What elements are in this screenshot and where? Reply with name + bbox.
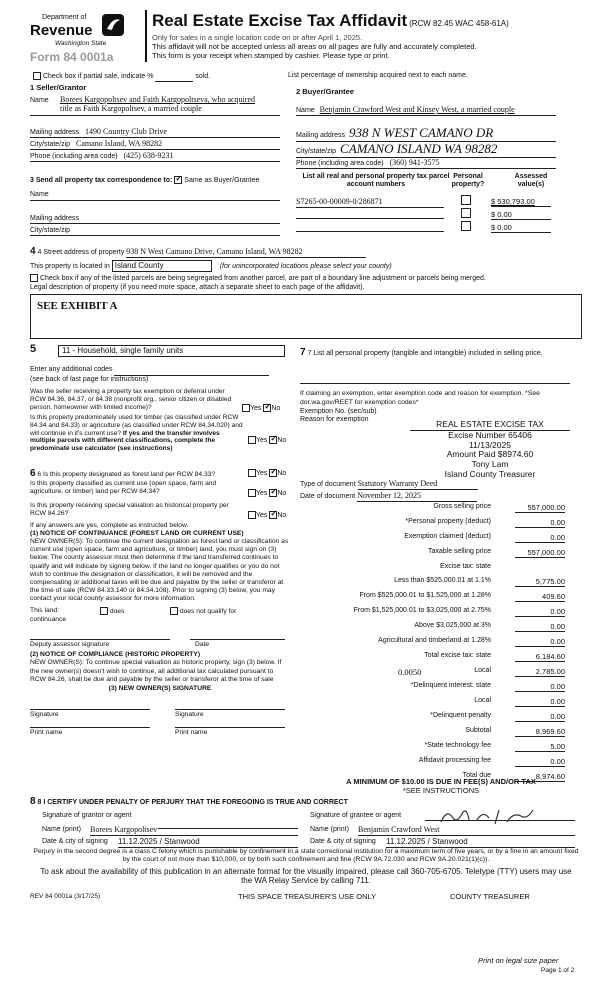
buyer-mailing-row[interactable] (296, 125, 556, 142)
no-label: No (277, 489, 287, 497)
tax-label: Agricultural and timberland at 1.28% (378, 637, 491, 644)
tax-label: Local (474, 667, 491, 674)
timber-question: Is this property predominately used for timber (as classified under RCW 84.34 and 84.33) or agriculture (as classified under RCW 84.34.020) and will continue in it's current use? (30, 413, 243, 437)
seller-mailing-row[interactable] (30, 127, 280, 138)
if-yes-note: If any answers are yes, complete as instructed below. (30, 522, 189, 529)
reason-label: Reason for exemption (300, 416, 369, 424)
personal-property-line[interactable] (300, 375, 570, 384)
assessed-value[interactable]: $ 530,793.00 (491, 197, 551, 207)
seller-phone-row[interactable] (30, 151, 280, 162)
tax-label: Excise tax: state (440, 563, 491, 570)
buyer-phone-label: Phone (including area code) (296, 160, 384, 167)
date-of-document-value[interactable]: November 12, 2025 (357, 491, 477, 502)
form-citation: (RCW 82.45 WAC 458-61A) (409, 19, 509, 28)
county-treasurer-label: COUNTY TREASURER (450, 892, 530, 901)
parcel-number[interactable] (296, 223, 444, 232)
exemption-note: If claiming an exemption, enter exemption code and reason for exemption. *See dor.wa.gov/REET for exemption codes* (300, 390, 540, 406)
tax-row (300, 548, 582, 560)
tax-value[interactable]: 0.00 (515, 622, 565, 632)
yes-label: Yes (256, 436, 268, 444)
stamp-line2: Excise Number 65406 (448, 429, 532, 440)
q6-3-yes-checkbox[interactable] (248, 511, 256, 519)
q6-2-yes-checkbox[interactable] (248, 489, 256, 497)
tax-value[interactable]: 8,974.60 (515, 772, 565, 782)
timber-instruction: If yes and the transfer involves multiple parcels with different classifications, complete the predominate use calculator (see instructions) (30, 429, 220, 453)
stamp-line5: Tony Lam (471, 459, 509, 470)
parcel-number[interactable]: S7265-00-00009-0/286871 (296, 197, 444, 208)
tax-label: Taxable selling price (427, 548, 491, 555)
owner1-signature-line[interactable] (30, 701, 150, 710)
yes-label: Yes (250, 404, 262, 412)
tax-value[interactable]: 0.00 (515, 757, 565, 767)
notice-continuance-heading: (1) NOTICE OF CONTINUANCE (FOREST LAND OR CURRENT USE) (30, 530, 244, 538)
owner1-print-label: Print name (30, 729, 63, 737)
exemption-deferral-question: Was the seller receiving a property tax exemption or deferral under RCW 84.36, 84.37, or 84.38 (nonprofit org., senior citizen or disabled person, homeowner with limited income)? (30, 387, 232, 411)
buyer-city-row[interactable] (296, 141, 556, 158)
personal-property-checkbox[interactable] (461, 208, 471, 218)
owner2-print-line[interactable] (175, 719, 285, 728)
historic-question: Is this property receiving special valuation as historical property per RCW 84.26? (30, 502, 229, 518)
buyer-mailing-value: 938 N WEST CAMANO DR (348, 125, 494, 140)
partial-percent-field[interactable] (155, 73, 193, 82)
forest-land-question: 6 Is this property designated as forest land per RCW 84.33? (37, 471, 216, 478)
header-note1: Only for sales in a single location code on or after April 1, 2025. (152, 33, 363, 43)
owner1-signature-label: Signature (30, 711, 59, 719)
page-number: Page 1 of 2 (541, 967, 575, 974)
partial-sale-checkbox[interactable] (33, 72, 41, 80)
correspondence-city-label: City/state/zip (30, 227, 71, 235)
buyer-mailing-label: Mailing address (296, 132, 346, 139)
tax-value[interactable]: 5,775.00 (515, 577, 565, 587)
section-5-number: 5 (30, 343, 37, 355)
agency-name: Revenue (30, 22, 93, 39)
correspondence-name-label: Name (30, 191, 49, 199)
seller-city-label: City/state/zip (30, 141, 71, 148)
parcel-col-header-number: List all real and personal property tax parcel account numbers (302, 173, 450, 189)
seller-city-row[interactable] (30, 139, 280, 150)
exemption-no-label: Exemption No. (sec/sub) (300, 407, 377, 415)
treasurer-use-label: THIS SPACE TREASURER'S USE ONLY (238, 892, 377, 901)
tax-row (300, 577, 582, 589)
grantee-name-label: Name (print) (310, 826, 349, 833)
treasurer-stamp (410, 420, 570, 480)
no-label: No (277, 511, 287, 519)
tax-value[interactable]: 409.60 (515, 592, 565, 602)
tax-label: From $525,000.01 to $1,525,000 at 1.28% (359, 592, 491, 599)
owner2-signature-label: Signature (175, 711, 204, 719)
tax-label: *Delinquent penalty (430, 712, 491, 719)
owner2-print-label: Print name (175, 729, 208, 737)
buyer-phone-value: (360) 941-3575 (389, 158, 440, 167)
tax-label: Affidavit processing fee (418, 757, 491, 764)
deputy-date-label: Date (195, 641, 210, 649)
see-back-note: (see back of last page for instructions) (30, 375, 149, 383)
street-value[interactable]: 938 N West Camano Drive, Camano Island, WA 98282 (126, 247, 366, 258)
stamp-line4: Amount Paid $8974.60 (446, 449, 534, 460)
section-6: 6 6 Is this property designated as forest land per RCW 84.33? Yes ✓ No Is this property classified as current use (open space, farm and agriculture, or timber) land per RCW 84.34? Yes ✓ No Is this property receiving special valuation as historical property per RCW 84.26? Yes ✓ No If any answers are yes, complete as instructed below. (1) NOTICE OF CONTINUANCE (FOREST LAND OR CURRENT USE) NEW OWNER(S): To continue the current designation as forest land or classification as current use (open space, farm and agriculture, or timber) land, you must sign on (3) below. The county assessor must then determine if the land transferred continues to qualify and will indicate by signing below. If the land no longer qualifies or you do not wish to continue the designation or classification, it will be removed and the compensating or additional taxes will be due and payable by the seller or transferor at the time of sale (RCW 84.33.140 or 84.34.108). Prior to signing (3) below, you may contact your local county assessor for more information. This land: does does not qualify for continuance Deputy assessor signature Date (2) NOTICE OF COMPLIANCE (HISTORIC PROPERTY) NEW OWNER(S): To continue special valuation as historic property, sign (3) below. If the new owner(s) doesn't wish to continue, all additional tax calculated pursuant to RCW 84.26, shall be due and payable by the seller or transferor at the time of sale (3) NEW OWNER(S) SIGNATURE Signature Signature Print name Print name (30, 468, 290, 737)
no-label: No (277, 469, 287, 477)
buyer-phone-row[interactable] (296, 158, 556, 169)
tax-row (300, 607, 582, 619)
does-not-checkbox[interactable] (170, 607, 178, 615)
q2-yes-checkbox[interactable] (248, 436, 256, 444)
seller-name-label: Name (30, 97, 49, 104)
tax-row (300, 652, 582, 664)
tax-value[interactable]: 0.00 (515, 533, 565, 543)
buyer-heading: 2 Buyer/Grantee (296, 87, 354, 96)
same-as-buyer-label: Same as Buyer/Grantee (184, 176, 260, 184)
tax-row (300, 682, 582, 694)
tax-value[interactable]: 5.00 (515, 742, 565, 752)
q2-no-checkbox[interactable] (269, 436, 277, 444)
correspondence-city-row[interactable] (30, 227, 280, 236)
header-divider (145, 10, 147, 62)
wa-logo-icon (102, 14, 124, 36)
personal-property-heading: 7 List all personal property (tangible and intangible) included in selling price. (307, 350, 543, 357)
grantor-name-value[interactable]: Borees Kargopoltsev (90, 825, 298, 836)
header-note3: This form is your receipt when stamped by cashier. Please type or print. (152, 51, 390, 61)
rev-number: REV 84 0001a (3/17/25) (30, 893, 101, 900)
tax-label: Less than $525,000.01 at 1.1% (394, 577, 491, 584)
current-use-question: Is this property classified as current use (open space, farm and agriculture, or timber) land per RCW 84.34? (30, 480, 217, 496)
parcel-col-header-personal: Personal property? (451, 173, 485, 189)
grantee-date-label: Date & city of signing (310, 838, 376, 845)
assessed-value[interactable]: $ 0.00 (491, 223, 551, 233)
tax-row (300, 637, 582, 649)
county-note: (for unincorporated locations please select your county) (219, 263, 392, 270)
section-7: 7 7 List all personal property (tangible and intangible) included in selling price. If claiming an exemption, enter exemption code and reason for exemption. *See dor.wa.gov/REET for exemption codes* Exemption No. (sec/sub) Reason for exemption (300, 347, 582, 424)
alt-format-note: To ask about the availability of this publication in an alternate format for the visually impaired, please call 360-705-6705. Teletype (TTY) users may use the WA Relay Service by calling 711. (40, 867, 572, 886)
additional-codes-label: Enter any additional codes (30, 366, 113, 374)
deputy-date-line[interactable] (190, 631, 285, 640)
tax-value[interactable]: 0.00 (515, 712, 565, 722)
buyer-city-label: City/state/zip (296, 148, 337, 155)
buyer-name-label: Name (296, 107, 315, 114)
owner2-signature-line[interactable] (175, 701, 285, 710)
land-use-code-select[interactable]: 11 - Household, single family units (58, 345, 285, 357)
buyer-name-row[interactable] (296, 105, 556, 116)
personal-property-checkbox[interactable] (461, 195, 471, 205)
section-8: 8 8 I CERTIFY UNDER PENALTY OF PERJURY THAT THE FOREGOING IS TRUE AND CORRECT Signature of grantor or agent Signature of grantee or agent Name (print) Borees Kargopoltsev Name (print) Benjamin Crawford West Date & city of signing 11.12.2025 / Stanwood Date & city of signing 11.12.2025 / Stanwood (30, 796, 582, 856)
tax-label: *State technology fee (424, 742, 491, 749)
tax-row (300, 742, 582, 754)
tax-label: Total due (462, 772, 491, 779)
buyer-name-value: Benjamin Crawford West and Kinsey West, a married couple (319, 105, 515, 114)
personal-property-checkbox[interactable] (461, 221, 471, 231)
ownership-note: List percentage of ownership acquired next to each name. (288, 72, 468, 79)
correspondence-section (30, 176, 285, 236)
legal-size-note: Print on legal size paper (478, 956, 559, 965)
buyer-section (296, 87, 581, 177)
form-title: Real Estate Excise Tax Affidavit (152, 11, 408, 30)
legal-description-box[interactable] (30, 294, 582, 339)
perjury-note: Perjury in the second degree is a class C felony which is punishable by confinement in a state correctional institution for a maximum term of five years, or by a fine in an amount fixed by the court of not more than $10,000, or by both such confinement and fine (RCW 9A.72.030 and RCW 9A.20.021(1)(c)). (33, 848, 579, 864)
located-label: This property is located in (30, 263, 110, 270)
legal-label: Legal description of property (if you need more space, attach a separate sheet to each page of the affidavit). (30, 283, 365, 291)
same-as-buyer-checkbox[interactable] (174, 176, 182, 184)
tax-table (300, 503, 582, 795)
sig-grantee-line[interactable] (425, 820, 575, 821)
tax-row (300, 697, 582, 709)
tax-row (300, 622, 582, 634)
partial-sale-row (33, 72, 210, 82)
does-not-label: does not qualify for (179, 608, 237, 616)
date-of-document-row (300, 491, 477, 502)
q1-no-checkbox[interactable] (263, 404, 271, 412)
tax-value[interactable]: 557,000.00 (515, 548, 565, 558)
q6-2-no-checkbox[interactable] (269, 489, 277, 497)
continuance-label: continuance (30, 616, 67, 624)
stamp-line6: Island County Treasurer (444, 468, 536, 479)
does-checkbox[interactable] (100, 607, 108, 615)
see-instructions-note: *SEE INSTRUCTIONS (402, 786, 480, 795)
seller-phone-label: Phone (including area code) (30, 153, 118, 160)
legal-description-value: SEE EXHIBIT A (37, 300, 118, 313)
seller-name-line2[interactable]: title as Faith Kargopoltsev, a married couple (60, 104, 202, 113)
tax-label: Subtotal (465, 727, 491, 734)
sig-grantor-label: Signature of grantor or agent (42, 812, 132, 819)
street-label: 4 Street address of property (37, 249, 125, 256)
tax-label: From $1,525,000.01 to $3,025,000 at 2.75% (353, 607, 491, 614)
deputy-signature-line[interactable] (30, 631, 170, 640)
date-of-document-label: Date of document (300, 493, 356, 500)
parcel-number[interactable] (296, 210, 444, 219)
section-5 (30, 343, 290, 453)
q6-1-no-checkbox[interactable] (269, 469, 277, 477)
tax-value[interactable]: 0.00 (515, 607, 565, 617)
seller-name-line1[interactable]: Borees Kargopoltsev and Faith Kargopoltseva, who acquired (60, 95, 255, 104)
yes-label: Yes (256, 469, 268, 477)
stamp-line1: REAL ESTATE EXCISE TAX (410, 420, 570, 431)
agency-line1: Department of (42, 14, 87, 21)
tax-row (300, 667, 582, 679)
correspondence-mailing-row[interactable] (30, 215, 280, 224)
tax-value[interactable]: 0.00 (515, 637, 565, 647)
seller-name-rule (30, 115, 280, 116)
tax-row (300, 503, 582, 515)
notice-continuance-body: NEW OWNER(S): To continue the current designation as forest land or classification as current use (open space, farm and agriculture, or timber) land, you must sign on (3) below. The county assessor must then determine if the land transferred continues to qualify and will indicate by signing below. If the land no longer qualifies or you do not wish to continue the designation or classification, it will be removed and the compensating or additional taxes will be due and payable by the seller or transferor at the time of sale (RCW 84.33.140 or 84.34.108). Prior to signing (3) below, you may contact your local county assessor for more information. (30, 538, 289, 603)
type-of-document-label: Type of document (300, 481, 356, 488)
revenue-logo (30, 12, 135, 67)
tax-value[interactable]: 557,000.00 (515, 503, 565, 513)
tax-value[interactable]: 2,785.00 (515, 667, 565, 677)
grantee-name-value[interactable]: Benjamin Crawford West (358, 825, 575, 836)
tax-row (300, 563, 582, 575)
grantor-name-label: Name (print) (42, 826, 81, 833)
local-rate-value: 0.0050 (398, 667, 422, 677)
tax-value[interactable]: 0.00 (515, 682, 565, 692)
tax-label: Exemption claimed (deduct) (404, 533, 491, 540)
notice-compliance-heading: (2) NOTICE OF COMPLIANCE (HISTORIC PROPERTY) (30, 651, 201, 659)
owner1-print-line[interactable] (30, 719, 150, 728)
seller-heading: 1 Seller/Grantor (30, 83, 87, 92)
tax-row (300, 757, 582, 769)
tax-label: Total excise tax: state (424, 652, 491, 659)
seller-phone-value: (425) 638-9231 (123, 151, 174, 160)
seller-mailing-label: Mailing address (30, 129, 80, 136)
assessed-value[interactable]: $ 0.00 (491, 210, 551, 220)
tax-value[interactable]: 8,969.60 (515, 727, 565, 737)
tax-label: *Delinquent interest: state (410, 682, 491, 689)
q6-1-yes-checkbox[interactable] (248, 469, 256, 477)
tax-value[interactable]: 0.00 (515, 518, 565, 528)
grantor-date-value[interactable]: 11.12.2025 / Stanwood (118, 837, 298, 848)
parcel-col-header-value: Assessed value(s) (514, 173, 548, 189)
no-label: No (271, 404, 281, 412)
additional-codes-field[interactable] (114, 366, 269, 375)
tax-row (300, 518, 582, 530)
correspondence-heading: 3 Send all property tax correspondence to: (30, 176, 173, 184)
segregation-checkbox[interactable] (30, 274, 38, 282)
yes-label: Yes (256, 489, 268, 497)
stamp-line3: 11/13/2025 (469, 439, 511, 450)
agency-state: Washington State (55, 40, 107, 47)
deputy-signature-label: Deputy assessor signature (30, 641, 110, 649)
does-label: does (109, 608, 125, 616)
type-of-document-value[interactable]: Statutory Warranty Deed (358, 479, 478, 490)
tax-row (300, 727, 582, 739)
q1-yes-checkbox[interactable] (242, 404, 250, 412)
tax-row (300, 533, 582, 545)
street-section: 4 4 Street address of property 938 N West Camano Drive, Camano Island, WA 98282 This property is located in Island County (for unincorporated locations please select your county) Check box if any of the listed parcels are being segregated from another parcel, are part of a boundary line adjustment or parcels being merged. Legal description of property (if you need more space, attach a separate sheet to each page of the affidavit). SEE EXHIBIT A (30, 246, 582, 339)
tax-label: Above $3,025,000 at 3% (414, 622, 491, 629)
tax-value[interactable]: 0.00 (515, 697, 565, 707)
tax-label: Gross selling price (433, 503, 491, 510)
notice-compliance-body: NEW OWNER(S): To continue special valuation as historic property, sign (3) below. If the new owner(s) doesn't wish to continue, all additional tax calculated pursuant to RCW 84.26, shall be due and payable by the seller or transferor at the time of sale (30, 659, 282, 683)
header-note2: This affidavit will not be accepted unless all areas on all pages are fully and accurately completed. (152, 42, 477, 52)
seller-mailing-value: 1490 Country Club Drive (84, 127, 167, 136)
type-of-document-row (300, 479, 478, 490)
sig-grantee-label: Signature of grantee or agent (310, 812, 402, 819)
grantor-date-label: Date & city of signing (42, 838, 108, 845)
no-label: No (277, 436, 287, 444)
this-land-label: This land: (30, 607, 59, 615)
minimum-due-note: A MINIMUM OF $10.00 IS DUE IN FEE(S) AND/OR TAX (346, 777, 536, 786)
tax-row (300, 592, 582, 604)
buyer-city-value: CAMANO ISLAND WA 98282 (340, 141, 498, 156)
correspondence-mailing-label: Mailing address (30, 214, 80, 222)
tax-row (300, 712, 582, 724)
tax-label: Local (474, 697, 491, 704)
partial-sale-label: Check box if partial sale, indicate % (42, 72, 154, 80)
tax-label: *Personal property (deduct) (405, 518, 491, 525)
certify-heading: 8 I CERTIFY UNDER PENALTY OF PERJURY THAT THE FOREGOING IS TRUE AND CORRECT (37, 799, 348, 806)
partial-sale-sold: sold. (195, 72, 211, 80)
form-number: Form 84 0001a (30, 50, 114, 64)
yes-label: Yes (256, 511, 268, 519)
segregation-note: Check box if any of the listed parcels are being segregated from another parcel, are part of a boundary line adjustment or parcels being merged. (39, 274, 486, 282)
tax-value[interactable]: 6,184.60 (515, 652, 565, 662)
county-select[interactable]: Island County (112, 260, 212, 272)
q6-3-no-checkbox[interactable] (269, 511, 277, 519)
seller-city-value: Camano Island, WA 98282 (76, 139, 163, 148)
grantee-date-value[interactable]: 11.12.2025 / Stanwood (386, 837, 575, 848)
new-owner-signature-heading: (3) NEW OWNER(S) SIGNATURE (108, 684, 212, 692)
correspondence-name-row[interactable] (30, 191, 280, 200)
